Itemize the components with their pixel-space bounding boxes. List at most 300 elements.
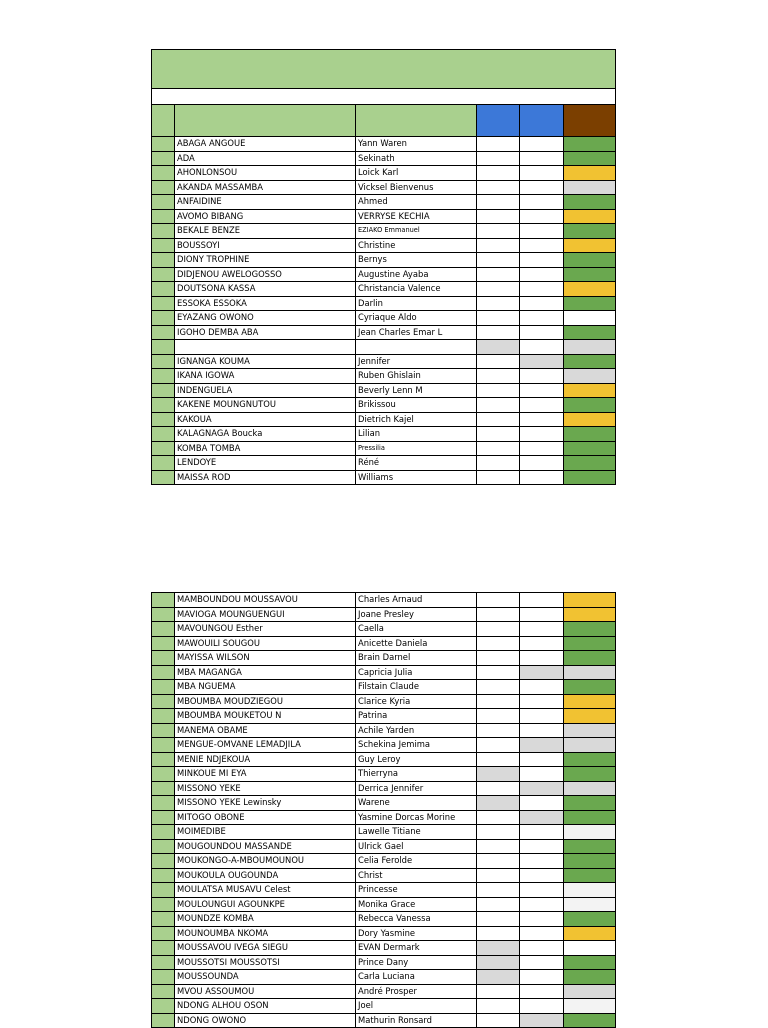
last-name-cell: MOULOUNGUI AGOUNKPE xyxy=(175,897,356,912)
mark-cell-1 xyxy=(477,868,520,883)
status-cell xyxy=(564,412,616,427)
mark-cell-1 xyxy=(477,470,520,485)
row-index-cell xyxy=(152,607,175,622)
status-cell xyxy=(564,636,616,651)
mark-cell-2 xyxy=(520,325,564,340)
header-index-cell xyxy=(152,105,175,137)
last-name-cell: AVOMO BIBANG xyxy=(175,209,356,224)
last-name-cell: IGOHO DEMBA ABA xyxy=(175,325,356,340)
student-row xyxy=(152,825,616,840)
student-row xyxy=(152,1013,616,1028)
row-index-cell xyxy=(152,752,175,767)
last-name-cell: KOMBA TOMBA xyxy=(175,441,356,456)
status-cell xyxy=(564,238,616,253)
row-index-cell xyxy=(152,912,175,927)
student-row xyxy=(152,926,616,941)
last-name-cell: MOIMEDIBE xyxy=(175,825,356,840)
last-name-cell xyxy=(175,340,356,355)
first-name-cell: Patrina xyxy=(356,709,477,724)
mark-cell-2 xyxy=(520,398,564,413)
student-row xyxy=(152,622,616,637)
last-name-cell: KAKOUA xyxy=(175,412,356,427)
first-name-cell: Dory Yasmine xyxy=(356,926,477,941)
status-cell xyxy=(564,325,616,340)
last-name-cell: MVOU ASSOUMOU xyxy=(175,984,356,999)
mark-cell-1 xyxy=(477,680,520,695)
status-cell xyxy=(564,267,616,282)
row-index-cell xyxy=(152,723,175,738)
row-index-cell xyxy=(152,253,175,268)
student-row xyxy=(152,151,616,166)
row-index-cell xyxy=(152,651,175,666)
status-cell xyxy=(564,253,616,268)
last-name-cell: MAMBOUNDOU MOUSSAVOU xyxy=(175,593,356,608)
row-index-cell xyxy=(152,868,175,883)
mark-cell-1 xyxy=(477,839,520,854)
student-row xyxy=(152,412,616,427)
last-name-cell: DOUTSONA KASSA xyxy=(175,282,356,297)
mark-cell-2 xyxy=(520,941,564,956)
row-index-cell xyxy=(152,897,175,912)
last-name-cell: BOUSSOYI xyxy=(175,238,356,253)
student-row xyxy=(152,195,616,210)
status-cell xyxy=(564,311,616,326)
status-cell xyxy=(564,955,616,970)
first-name-cell: Charles Arnaud xyxy=(356,593,477,608)
student-row xyxy=(152,970,616,985)
first-name-cell: Guy Leroy xyxy=(356,752,477,767)
last-name-cell: MOUGOUNDOU MASSANDE xyxy=(175,839,356,854)
student-row xyxy=(152,296,616,311)
mark-cell-1 xyxy=(477,810,520,825)
mark-cell-1 xyxy=(477,398,520,413)
first-name-cell: Lawelle Titiane xyxy=(356,825,477,840)
mark-cell-1 xyxy=(477,412,520,427)
mark-cell-1 xyxy=(477,651,520,666)
student-row xyxy=(152,651,616,666)
first-name-cell: Pressilia xyxy=(356,441,477,456)
mark-cell-2 xyxy=(520,607,564,622)
student-row xyxy=(152,311,616,326)
row-index-cell xyxy=(152,354,175,369)
row-index-cell xyxy=(152,781,175,796)
first-name-cell: André Prosper xyxy=(356,984,477,999)
mark-cell-2 xyxy=(520,253,564,268)
last-name-cell: MOUKONGO-A-MBOUMOUNOU xyxy=(175,854,356,869)
student-row xyxy=(152,694,616,709)
mark-cell-1 xyxy=(477,267,520,282)
first-name-cell: Cyriaque Aldo xyxy=(356,311,477,326)
mark-cell-2 xyxy=(520,593,564,608)
row-index-cell xyxy=(152,238,175,253)
row-index-cell xyxy=(152,709,175,724)
attendance-sheet-2 xyxy=(151,592,616,1028)
mark-cell-1 xyxy=(477,636,520,651)
student-row xyxy=(152,224,616,239)
status-cell xyxy=(564,883,616,898)
mark-cell-2 xyxy=(520,955,564,970)
student-row xyxy=(152,709,616,724)
mark-cell-1 xyxy=(477,694,520,709)
student-row xyxy=(152,238,616,253)
mark-cell-1 xyxy=(477,622,520,637)
first-name-cell: Williams xyxy=(356,470,477,485)
row-index-cell xyxy=(152,955,175,970)
last-name-cell: MISSONO YEKE xyxy=(175,781,356,796)
mark-cell-1 xyxy=(477,180,520,195)
status-cell xyxy=(564,912,616,927)
mark-cell-1 xyxy=(477,665,520,680)
header-blue-cell-2 xyxy=(520,105,564,137)
row-index-cell xyxy=(152,325,175,340)
first-name-cell: Lilian xyxy=(356,427,477,442)
status-cell xyxy=(564,137,616,152)
first-name-cell: Jennifer xyxy=(356,354,477,369)
status-cell xyxy=(564,593,616,608)
row-index-cell xyxy=(152,195,175,210)
last-name-cell: MBA MAGANGA xyxy=(175,665,356,680)
row-index-cell xyxy=(152,470,175,485)
status-cell xyxy=(564,441,616,456)
mark-cell-2 xyxy=(520,282,564,297)
first-name-cell: Joane Presley xyxy=(356,607,477,622)
last-name-cell: MBOUMBA MOUDZIEGOU xyxy=(175,694,356,709)
mark-cell-1 xyxy=(477,296,520,311)
mark-cell-2 xyxy=(520,354,564,369)
mark-cell-1 xyxy=(477,224,520,239)
student-row xyxy=(152,383,616,398)
mark-cell-1 xyxy=(477,709,520,724)
mark-cell-1 xyxy=(477,767,520,782)
row-index-cell xyxy=(152,398,175,413)
attendance-sheet-1 xyxy=(151,49,616,485)
status-cell xyxy=(564,470,616,485)
row-index-cell xyxy=(152,383,175,398)
mark-cell-2 xyxy=(520,224,564,239)
status-cell xyxy=(564,694,616,709)
mark-cell-2 xyxy=(520,810,564,825)
row-index-cell xyxy=(152,369,175,384)
mark-cell-1 xyxy=(477,825,520,840)
status-cell xyxy=(564,926,616,941)
first-name-cell: Derrica Jennifer xyxy=(356,781,477,796)
student-row xyxy=(152,912,616,927)
row-index-cell xyxy=(152,267,175,282)
title-band xyxy=(151,49,616,89)
student-row xyxy=(152,767,616,782)
first-name-cell: Schekina Jemima xyxy=(356,738,477,753)
first-name-cell: Bernys xyxy=(356,253,477,268)
last-name-cell: ADA xyxy=(175,151,356,166)
student-row xyxy=(152,456,616,471)
row-index-cell xyxy=(152,151,175,166)
mark-cell-1 xyxy=(477,970,520,985)
student-row xyxy=(152,839,616,854)
first-name-cell: Christ xyxy=(356,868,477,883)
mark-cell-1 xyxy=(477,781,520,796)
mark-cell-1 xyxy=(477,441,520,456)
row-index-cell xyxy=(152,282,175,297)
status-cell xyxy=(564,897,616,912)
mark-cell-2 xyxy=(520,1013,564,1028)
student-row xyxy=(152,955,616,970)
row-index-cell xyxy=(152,137,175,152)
status-cell xyxy=(564,796,616,811)
student-row xyxy=(152,593,616,608)
row-index-cell xyxy=(152,456,175,471)
status-cell xyxy=(564,282,616,297)
mark-cell-1 xyxy=(477,383,520,398)
last-name-cell: MBA NGUEMA xyxy=(175,680,356,695)
mark-cell-1 xyxy=(477,456,520,471)
last-name-cell: ANFAIDINE xyxy=(175,195,356,210)
row-index-cell xyxy=(152,883,175,898)
first-name-cell: Ahmed xyxy=(356,195,477,210)
mark-cell-2 xyxy=(520,868,564,883)
first-name-cell: Clarice Kyria xyxy=(356,694,477,709)
student-row xyxy=(152,209,616,224)
mark-cell-1 xyxy=(477,999,520,1014)
last-name-cell: MOUSSOUNDA xyxy=(175,970,356,985)
status-cell xyxy=(564,825,616,840)
mark-cell-2 xyxy=(520,723,564,738)
student-row xyxy=(152,883,616,898)
mark-cell-1 xyxy=(477,325,520,340)
mark-cell-1 xyxy=(477,369,520,384)
mark-cell-2 xyxy=(520,970,564,985)
mark-cell-2 xyxy=(520,383,564,398)
student-row xyxy=(152,180,616,195)
header-prenom-cell xyxy=(356,105,477,137)
status-cell xyxy=(564,781,616,796)
first-name-cell: Achile Yarden xyxy=(356,723,477,738)
mark-cell-1 xyxy=(477,955,520,970)
last-name-cell: MOUSSAVOU IVEGA SIEGU xyxy=(175,941,356,956)
student-row xyxy=(152,665,616,680)
status-cell xyxy=(564,723,616,738)
student-row xyxy=(152,267,616,282)
mark-cell-1 xyxy=(477,209,520,224)
mark-cell-1 xyxy=(477,926,520,941)
last-name-cell: DIDJENOU AWELOGOSSO xyxy=(175,267,356,282)
mark-cell-2 xyxy=(520,709,564,724)
last-name-cell: AKANDA MASSAMBA xyxy=(175,180,356,195)
last-name-cell: KALAGNAGA Boucka xyxy=(175,427,356,442)
last-name-cell: MISSONO YEKE Lewinsky xyxy=(175,796,356,811)
last-name-cell: EYAZANG OWONO xyxy=(175,311,356,326)
mark-cell-1 xyxy=(477,593,520,608)
row-index-cell xyxy=(152,427,175,442)
mark-cell-2 xyxy=(520,369,564,384)
student-row xyxy=(152,680,616,695)
header-row xyxy=(152,105,616,137)
mark-cell-2 xyxy=(520,839,564,854)
mark-cell-1 xyxy=(477,752,520,767)
first-name-cell: Capricia Julia xyxy=(356,665,477,680)
mark-cell-2 xyxy=(520,738,564,753)
row-index-cell xyxy=(152,767,175,782)
status-cell xyxy=(564,151,616,166)
mark-cell-1 xyxy=(477,427,520,442)
mark-cell-1 xyxy=(477,984,520,999)
row-index-cell xyxy=(152,839,175,854)
status-cell xyxy=(564,166,616,181)
status-cell xyxy=(564,427,616,442)
mark-cell-1 xyxy=(477,354,520,369)
mark-cell-2 xyxy=(520,680,564,695)
status-cell xyxy=(564,607,616,622)
first-name-cell: EZIAKO Emmanuel xyxy=(356,224,477,239)
status-cell xyxy=(564,1013,616,1028)
last-name-cell: ABAGA ANGOUE xyxy=(175,137,356,152)
last-name-cell: MOUNOUMBA NKOMA xyxy=(175,926,356,941)
mark-cell-2 xyxy=(520,984,564,999)
student-table xyxy=(151,104,616,485)
mark-cell-2 xyxy=(520,340,564,355)
first-name-cell: Augustine Ayaba xyxy=(356,267,477,282)
first-name-cell: Yann Waren xyxy=(356,137,477,152)
header-brown-cell xyxy=(564,105,616,137)
header-nom-cell xyxy=(175,105,356,137)
mark-cell-1 xyxy=(477,607,520,622)
mark-cell-2 xyxy=(520,180,564,195)
status-cell xyxy=(564,209,616,224)
mark-cell-1 xyxy=(477,238,520,253)
mark-cell-2 xyxy=(520,912,564,927)
last-name-cell: MAVOUNGOU Esther xyxy=(175,622,356,637)
row-index-cell xyxy=(152,854,175,869)
first-name-cell: Thierryna xyxy=(356,767,477,782)
first-name-cell: Vicksel Bienvenus xyxy=(356,180,477,195)
status-cell xyxy=(564,398,616,413)
mark-cell-2 xyxy=(520,441,564,456)
mark-cell-2 xyxy=(520,151,564,166)
student-row xyxy=(152,354,616,369)
last-name-cell: DIONY TROPHINE xyxy=(175,253,356,268)
mark-cell-2 xyxy=(520,854,564,869)
status-cell xyxy=(564,180,616,195)
first-name-cell: Prince Dany xyxy=(356,955,477,970)
row-index-cell xyxy=(152,593,175,608)
mark-cell-1 xyxy=(477,1013,520,1028)
first-name-cell xyxy=(356,340,477,355)
student-row xyxy=(152,441,616,456)
row-index-cell xyxy=(152,224,175,239)
status-cell xyxy=(564,999,616,1014)
mark-cell-1 xyxy=(477,253,520,268)
row-index-cell xyxy=(152,340,175,355)
status-cell xyxy=(564,839,616,854)
last-name-cell: MAISSA ROD xyxy=(175,470,356,485)
last-name-cell: MAWOUILI SOUGOU xyxy=(175,636,356,651)
last-name-cell: MBOUMBA MOUKETOU N xyxy=(175,709,356,724)
first-name-cell: Yasmine Dorcas Morine xyxy=(356,810,477,825)
last-name-cell: MOUSSOTSI MOUSSOTSI xyxy=(175,955,356,970)
status-cell xyxy=(564,941,616,956)
row-index-cell xyxy=(152,796,175,811)
mark-cell-2 xyxy=(520,311,564,326)
status-cell xyxy=(564,195,616,210)
mark-cell-1 xyxy=(477,311,520,326)
last-name-cell: MOUKOULA OUGOUNDA xyxy=(175,868,356,883)
last-name-cell: MOULATSA MUSAVU Celest xyxy=(175,883,356,898)
last-name-cell: NDONG OWONO xyxy=(175,1013,356,1028)
mark-cell-2 xyxy=(520,470,564,485)
first-name-cell: Brikissou xyxy=(356,398,477,413)
mark-cell-1 xyxy=(477,897,520,912)
first-name-cell: Brain Darnel xyxy=(356,651,477,666)
student-row xyxy=(152,282,616,297)
row-index-cell xyxy=(152,166,175,181)
status-cell xyxy=(564,854,616,869)
mark-cell-2 xyxy=(520,897,564,912)
status-cell xyxy=(564,383,616,398)
mark-cell-2 xyxy=(520,412,564,427)
mark-cell-1 xyxy=(477,195,520,210)
first-name-cell: Rebecca Vanessa xyxy=(356,912,477,927)
row-index-cell xyxy=(152,941,175,956)
student-row xyxy=(152,796,616,811)
first-name-cell: Anicette Daniela xyxy=(356,636,477,651)
first-name-cell: Filstain Claude xyxy=(356,680,477,695)
status-cell xyxy=(564,752,616,767)
last-name-cell: MOUNDZE KOMBA xyxy=(175,912,356,927)
mark-cell-2 xyxy=(520,238,564,253)
first-name-cell: Ruben Ghislain xyxy=(356,369,477,384)
status-cell xyxy=(564,970,616,985)
mark-cell-2 xyxy=(520,883,564,898)
row-index-cell xyxy=(152,825,175,840)
first-name-cell: Darlin xyxy=(356,296,477,311)
last-name-cell: LENDOYE xyxy=(175,456,356,471)
student-row xyxy=(152,854,616,869)
mark-cell-2 xyxy=(520,622,564,637)
row-index-cell xyxy=(152,1013,175,1028)
mark-cell-2 xyxy=(520,636,564,651)
last-name-cell: MINKOUE MI EYA xyxy=(175,767,356,782)
student-row xyxy=(152,253,616,268)
mark-cell-1 xyxy=(477,738,520,753)
mark-cell-2 xyxy=(520,456,564,471)
row-index-cell xyxy=(152,680,175,695)
mark-cell-2 xyxy=(520,296,564,311)
mark-cell-2 xyxy=(520,694,564,709)
mark-cell-2 xyxy=(520,767,564,782)
row-index-cell xyxy=(152,665,175,680)
status-cell xyxy=(564,456,616,471)
student-row xyxy=(152,781,616,796)
mark-cell-2 xyxy=(520,781,564,796)
last-name-cell: AHONLONSOU xyxy=(175,166,356,181)
student-row xyxy=(152,810,616,825)
first-name-cell: Princesse xyxy=(356,883,477,898)
first-name-cell: Dietrich Kajel xyxy=(356,412,477,427)
last-name-cell: KAKENE MOUNGNUTOU xyxy=(175,398,356,413)
mark-cell-1 xyxy=(477,151,520,166)
mark-cell-2 xyxy=(520,195,564,210)
student-row xyxy=(152,636,616,651)
first-name-cell: Monika Grace xyxy=(356,897,477,912)
first-name-cell: Sekinath xyxy=(356,151,477,166)
row-index-cell xyxy=(152,209,175,224)
first-name-cell: Loick Karl xyxy=(356,166,477,181)
row-index-cell xyxy=(152,636,175,651)
first-name-cell: Christine xyxy=(356,238,477,253)
status-cell xyxy=(564,810,616,825)
last-name-cell: ESSOKA ESSOKA xyxy=(175,296,356,311)
status-cell xyxy=(564,224,616,239)
first-name-cell: Celia Ferolde xyxy=(356,854,477,869)
